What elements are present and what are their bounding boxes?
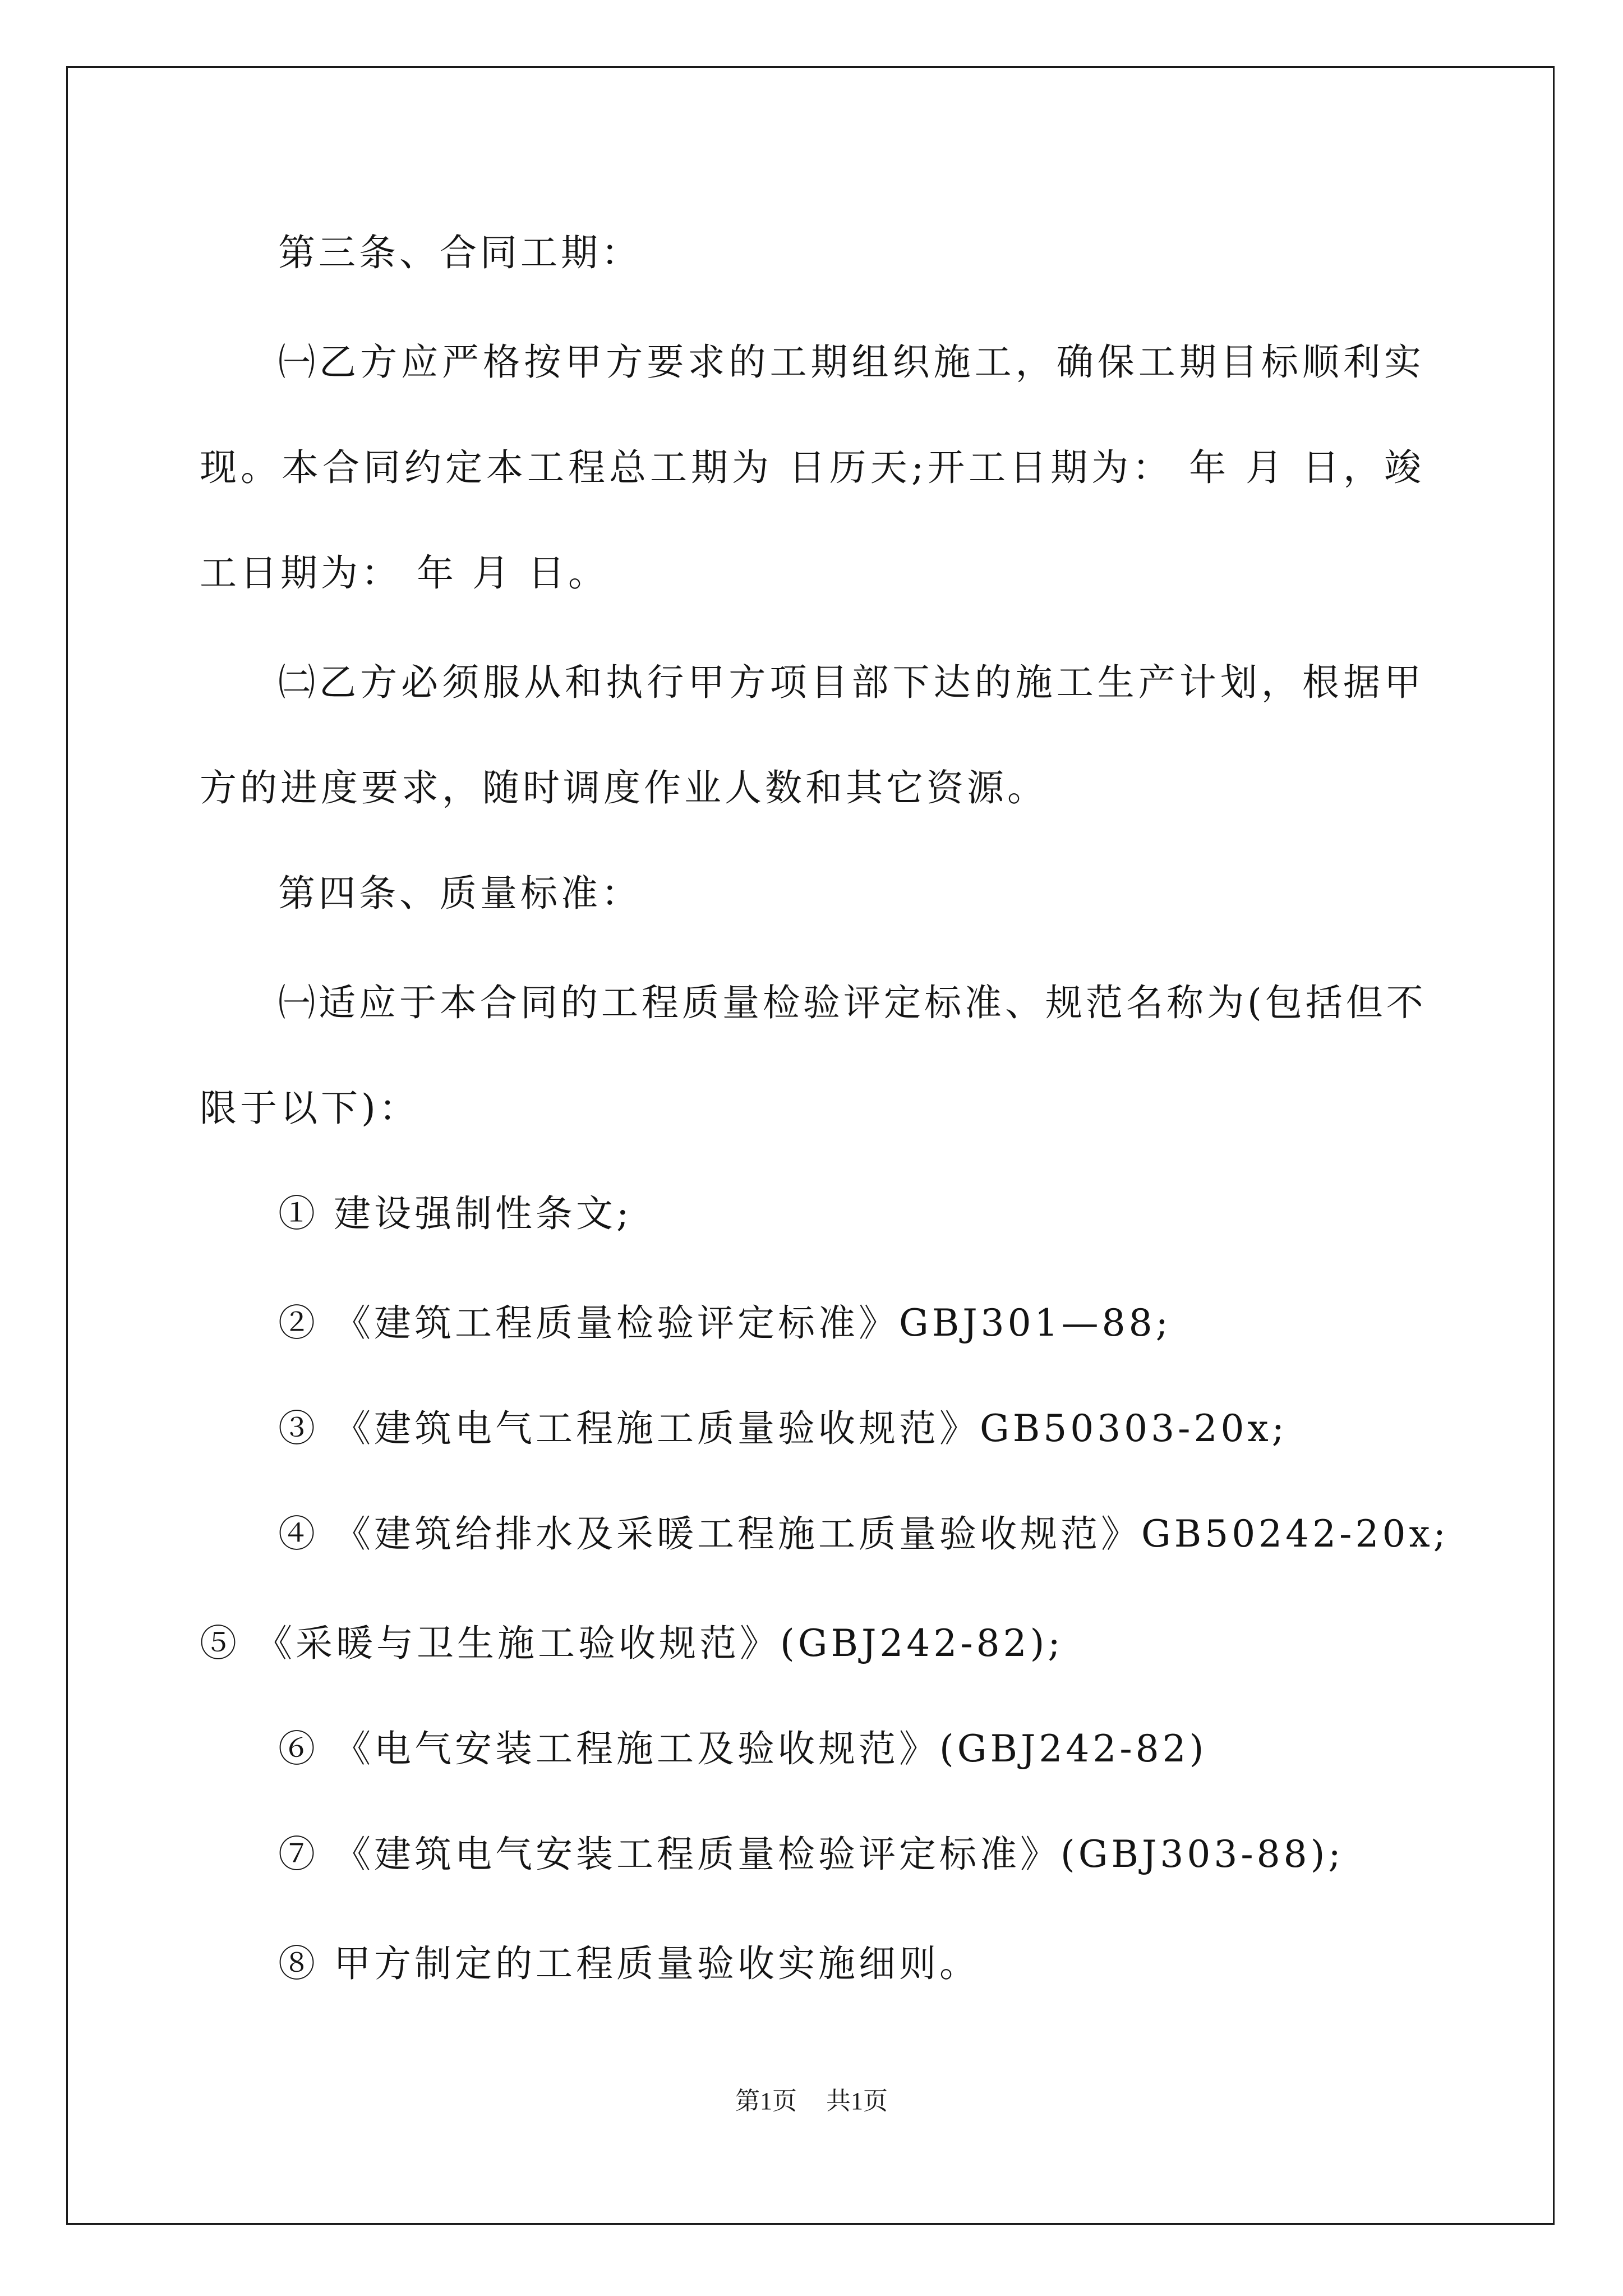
paragraph-line: ㈠乙方应严格按甲方要求的工期组织施工，确保工期目标顺利实	[278, 341, 1424, 384]
list-item: ③ 《建筑电气工程施工质量验收规范》GB50303-20x;	[278, 1407, 1288, 1450]
list-item: ② 《建筑工程质量检验评定标准》GBJ301—88;	[278, 1301, 1172, 1345]
paragraph-line: ㈡乙方必须服从和执行甲方项目部下达的施工生产计划，根据甲	[278, 661, 1424, 704]
list-item: ① 建设强制性条文;	[278, 1192, 633, 1235]
paragraph-line: 工日期为： 年 月 日。	[200, 551, 608, 595]
paragraph-line: 方的进度要求，随时调度作业人数和其它资源。	[200, 766, 1048, 809]
page-footer	[0, 2086, 1623, 2117]
list-item: ⑧ 甲方制定的工程质量验收实施细则。	[278, 1942, 980, 1985]
list-item: ④ 《建筑给排水及采暖工程施工质量验收规范》GB50242-20x;	[278, 1512, 1449, 1556]
page-number-current: 第1页	[735, 2087, 797, 2115]
page-number-total: 共1页	[826, 2087, 888, 2115]
paragraph-line: 限于以下)：	[200, 1087, 419, 1130]
list-item: ⑦ 《建筑电气安装工程质量检验评定标准》(GBJ303-88);	[278, 1833, 1344, 1876]
article-3-heading: 第三条、合同工期：	[278, 231, 642, 274]
article-4-heading: 第四条、质量标准：	[278, 872, 642, 915]
paragraph-line: ㈠适应于本合同的工程质量检验评定标准、规范名称为(包括但不	[278, 981, 1427, 1024]
paragraph-line: 现。本合同约定本工程总工期为 日历天;开工日期为： 年 月 日，竣	[200, 446, 1424, 489]
list-item: ⑥ 《电气安装工程施工及验收规范》(GBJ242-82)	[278, 1727, 1207, 1770]
list-item: ⑤ 《采暖与卫生施工验收规范》(GBJ242-82);	[200, 1622, 1064, 1665]
